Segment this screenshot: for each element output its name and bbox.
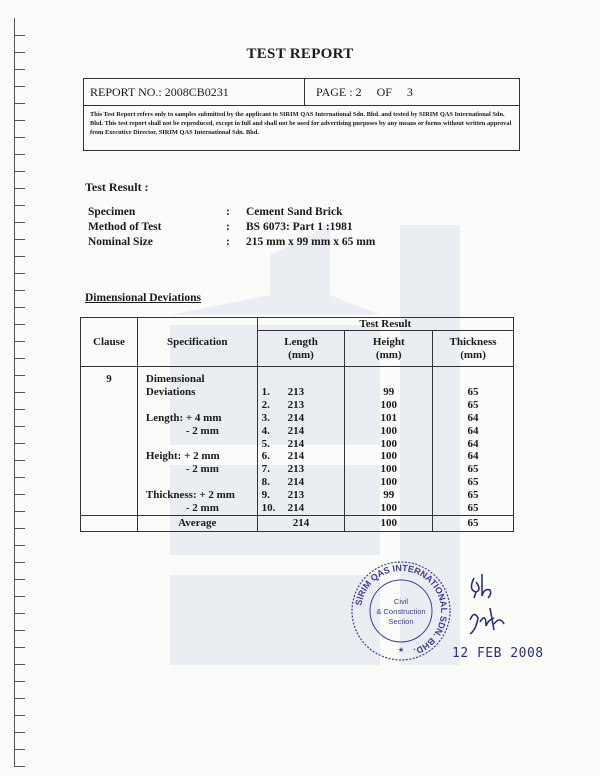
binder-hole-mark [14, 494, 25, 512]
average-label: Average [137, 515, 257, 531]
specification-line: Deviations [145, 385, 196, 398]
binder-hole-mark [14, 562, 25, 580]
stamp-inner-line-3: Section [388, 617, 414, 626]
binder-hole-mark [14, 239, 25, 257]
handwritten-signature [460, 568, 520, 638]
sample-number: 2. [261, 398, 270, 411]
length-value: 214 [287, 424, 305, 437]
length-value: 214 [287, 450, 305, 463]
thickness-line: 65 [467, 463, 479, 476]
height-line: 99 [383, 385, 395, 398]
date-stamp: 12 FEB 2008 [452, 646, 544, 661]
specification-line [146, 399, 257, 412]
header-clause: Clause [81, 318, 138, 367]
length-value: 213 [287, 385, 305, 398]
info-label: Nominal Size [88, 236, 153, 248]
specification-line: Thickness: + 2 mm [145, 489, 235, 502]
specification-cell [137, 367, 257, 516]
thickness-line: 64 [467, 450, 479, 463]
test-result-heading: Test Result : [85, 180, 149, 194]
sirim-qas-circular-stamp [350, 560, 452, 662]
binder-hole-mark [14, 443, 25, 461]
length-line [258, 438, 345, 451]
header-specification: Specification [137, 318, 257, 367]
sample-number: 9. [261, 489, 270, 502]
height-line: 100 [380, 463, 397, 476]
sample-number: 3. [261, 411, 270, 424]
height-line [345, 373, 432, 386]
stamp-ring-text: SIRIM QAS INTERNATIONAL SDN. BHD. [353, 562, 450, 657]
header-height: Height (mm) [345, 331, 433, 367]
binder-hole-mark [14, 137, 25, 155]
sample-number: 1. [261, 385, 270, 398]
clause-cell: 9 [81, 367, 138, 516]
specification-line: - 2 mm [185, 463, 219, 476]
info-value: 215 mm x 99 mm x 65 mm [246, 236, 376, 248]
binder-hole-mark [14, 86, 25, 104]
thickness-line: 64 [467, 411, 479, 424]
report-header-box [83, 78, 520, 151]
thickness-line: 65 [467, 476, 479, 489]
binder-hole-mark [14, 630, 25, 648]
binder-hole-mark [14, 18, 25, 36]
info-label: Specimen [88, 206, 136, 218]
height-line: 101 [380, 411, 397, 424]
info-value: BS 6073: Part 1 :1981 [246, 221, 353, 233]
binder-hole-mark [14, 188, 25, 206]
length-line [258, 463, 345, 476]
binder-hole-mark [14, 256, 25, 274]
binder-hole-mark [14, 579, 25, 597]
report-title: TEST REPORT [246, 46, 354, 62]
binder-hole-mark [14, 307, 25, 325]
binder-hole-mark [14, 528, 25, 546]
binder-hole-mark [14, 375, 25, 393]
thickness-line: 65 [467, 385, 479, 398]
binder-hole-mark [14, 392, 25, 410]
length-line [258, 425, 345, 438]
sample-number: 6. [261, 450, 270, 463]
binder-hole-mark [14, 154, 25, 172]
height-line: 99 [383, 489, 395, 502]
specification-line: Height: + 2 mm [145, 450, 220, 463]
thickness-line: 64 [467, 424, 479, 437]
table-row [81, 367, 514, 516]
binder-hole-mark [14, 698, 25, 716]
header-test-result: Test Result [257, 318, 513, 331]
binder-hole-mark [14, 205, 25, 223]
length-line [258, 373, 345, 386]
header-divider [304, 79, 305, 105]
info-colon: : [226, 206, 230, 218]
length-line [258, 386, 345, 399]
page-indicator: PAGE : 2 OF 3 [316, 85, 413, 99]
binder-hole-mark [14, 426, 25, 444]
height-line: 100 [380, 476, 397, 489]
average-thickness: 65 [433, 515, 514, 531]
binder-hole-mark [14, 171, 25, 189]
length-value: 213 [287, 489, 305, 502]
length-cell [257, 367, 345, 516]
sample-number: 4. [261, 424, 270, 437]
info-colon: : [226, 236, 230, 248]
specification-line: - 2 mm [185, 502, 219, 515]
thickness-line: 65 [467, 398, 479, 411]
length-value: 214 [287, 411, 305, 424]
thickness-cell [433, 367, 514, 516]
height-line: 100 [380, 502, 397, 515]
average-row [81, 515, 514, 531]
length-line [258, 489, 345, 502]
height-line: 100 [380, 450, 397, 463]
header-thickness: Thickness (mm) [433, 331, 514, 367]
binder-hole-mark [14, 511, 25, 529]
binder-hole-mark [14, 647, 25, 665]
average-empty-cell [81, 515, 138, 531]
average-height: 100 [345, 515, 433, 531]
report-number: REPORT NO.: 2008CB0231 [90, 85, 229, 99]
binder-hole-mark [14, 358, 25, 376]
specification-line [146, 476, 257, 489]
binder-hole-mark [14, 681, 25, 699]
binder-hole-mark [14, 222, 25, 240]
binder-margin-marks [14, 18, 28, 768]
thickness-line: 65 [467, 502, 479, 515]
sample-number: 10. [261, 502, 276, 515]
length-line [258, 476, 345, 489]
specification-line: - 2 mm [185, 424, 219, 437]
binder-hole-mark [14, 732, 25, 750]
thickness-line: 65 [467, 489, 479, 502]
binder-hole-mark [14, 613, 25, 631]
average-length: 214 [257, 515, 345, 531]
length-line [258, 399, 345, 412]
height-line: 100 [380, 437, 397, 450]
thickness-line: 64 [467, 437, 479, 450]
specification-line: Dimensional [145, 373, 205, 385]
binder-hole-mark [14, 664, 25, 682]
specification-line [146, 438, 257, 451]
binder-hole-mark [14, 409, 25, 427]
binder-hole-mark [14, 460, 25, 478]
binder-hole-mark [14, 341, 25, 359]
length-line [258, 502, 345, 515]
dimensional-deviations-table [80, 317, 514, 532]
binder-hole-mark [14, 749, 25, 767]
header-rule [84, 105, 519, 106]
specification-line: Length: + 4 mm [145, 411, 222, 424]
binder-hole-mark [14, 715, 25, 733]
table-header-row [81, 318, 514, 331]
height-line: 100 [380, 398, 397, 411]
length-value: 213 [287, 398, 305, 411]
binder-hole-mark [14, 477, 25, 495]
length-value: 214 [287, 476, 305, 489]
binder-hole-mark [14, 324, 25, 342]
info-colon: : [226, 221, 230, 233]
sample-number: 7. [261, 463, 270, 476]
stamp-star-icon: ★ [397, 646, 405, 654]
length-value: 214 [287, 437, 305, 450]
binder-hole-mark [14, 545, 25, 563]
binder-hole-mark [14, 120, 25, 138]
height-cell [345, 367, 433, 516]
stamp-inner-line-2: & Construction [376, 607, 426, 616]
binder-hole-mark [14, 290, 25, 308]
header-length: Length (mm) [257, 331, 345, 367]
sample-number: 8. [261, 476, 270, 489]
stamp-inner-line-1: Civil [393, 597, 409, 606]
sample-number: 5. [261, 437, 270, 450]
thickness-line [433, 373, 513, 386]
length-value: 213 [287, 463, 305, 476]
dimensional-deviations-heading: Dimensional Deviations [85, 292, 201, 304]
binder-hole-mark [14, 69, 25, 87]
disclaimer-text: This Test Report refers only to samples submitted by the applicant to SIRIM QAS International Sdn. Bhd. and tested by SIRIM QAS International Sdn. Bhd. This test report shall not be reproduced, except in full and shall not be used for advertising purposes by any means or forms without written approval from Executive Director, SIRIM QAS International Sdn. Bhd. [90, 111, 512, 136]
height-line: 100 [380, 424, 397, 437]
info-value: Cement Sand Brick [246, 206, 343, 218]
length-line [258, 450, 345, 463]
length-value: 214 [287, 502, 305, 515]
binder-hole-mark [14, 273, 25, 291]
binder-hole-mark [14, 596, 25, 614]
length-line [258, 412, 345, 425]
binder-hole-mark [14, 103, 25, 121]
info-label: Method of Test [88, 221, 162, 233]
